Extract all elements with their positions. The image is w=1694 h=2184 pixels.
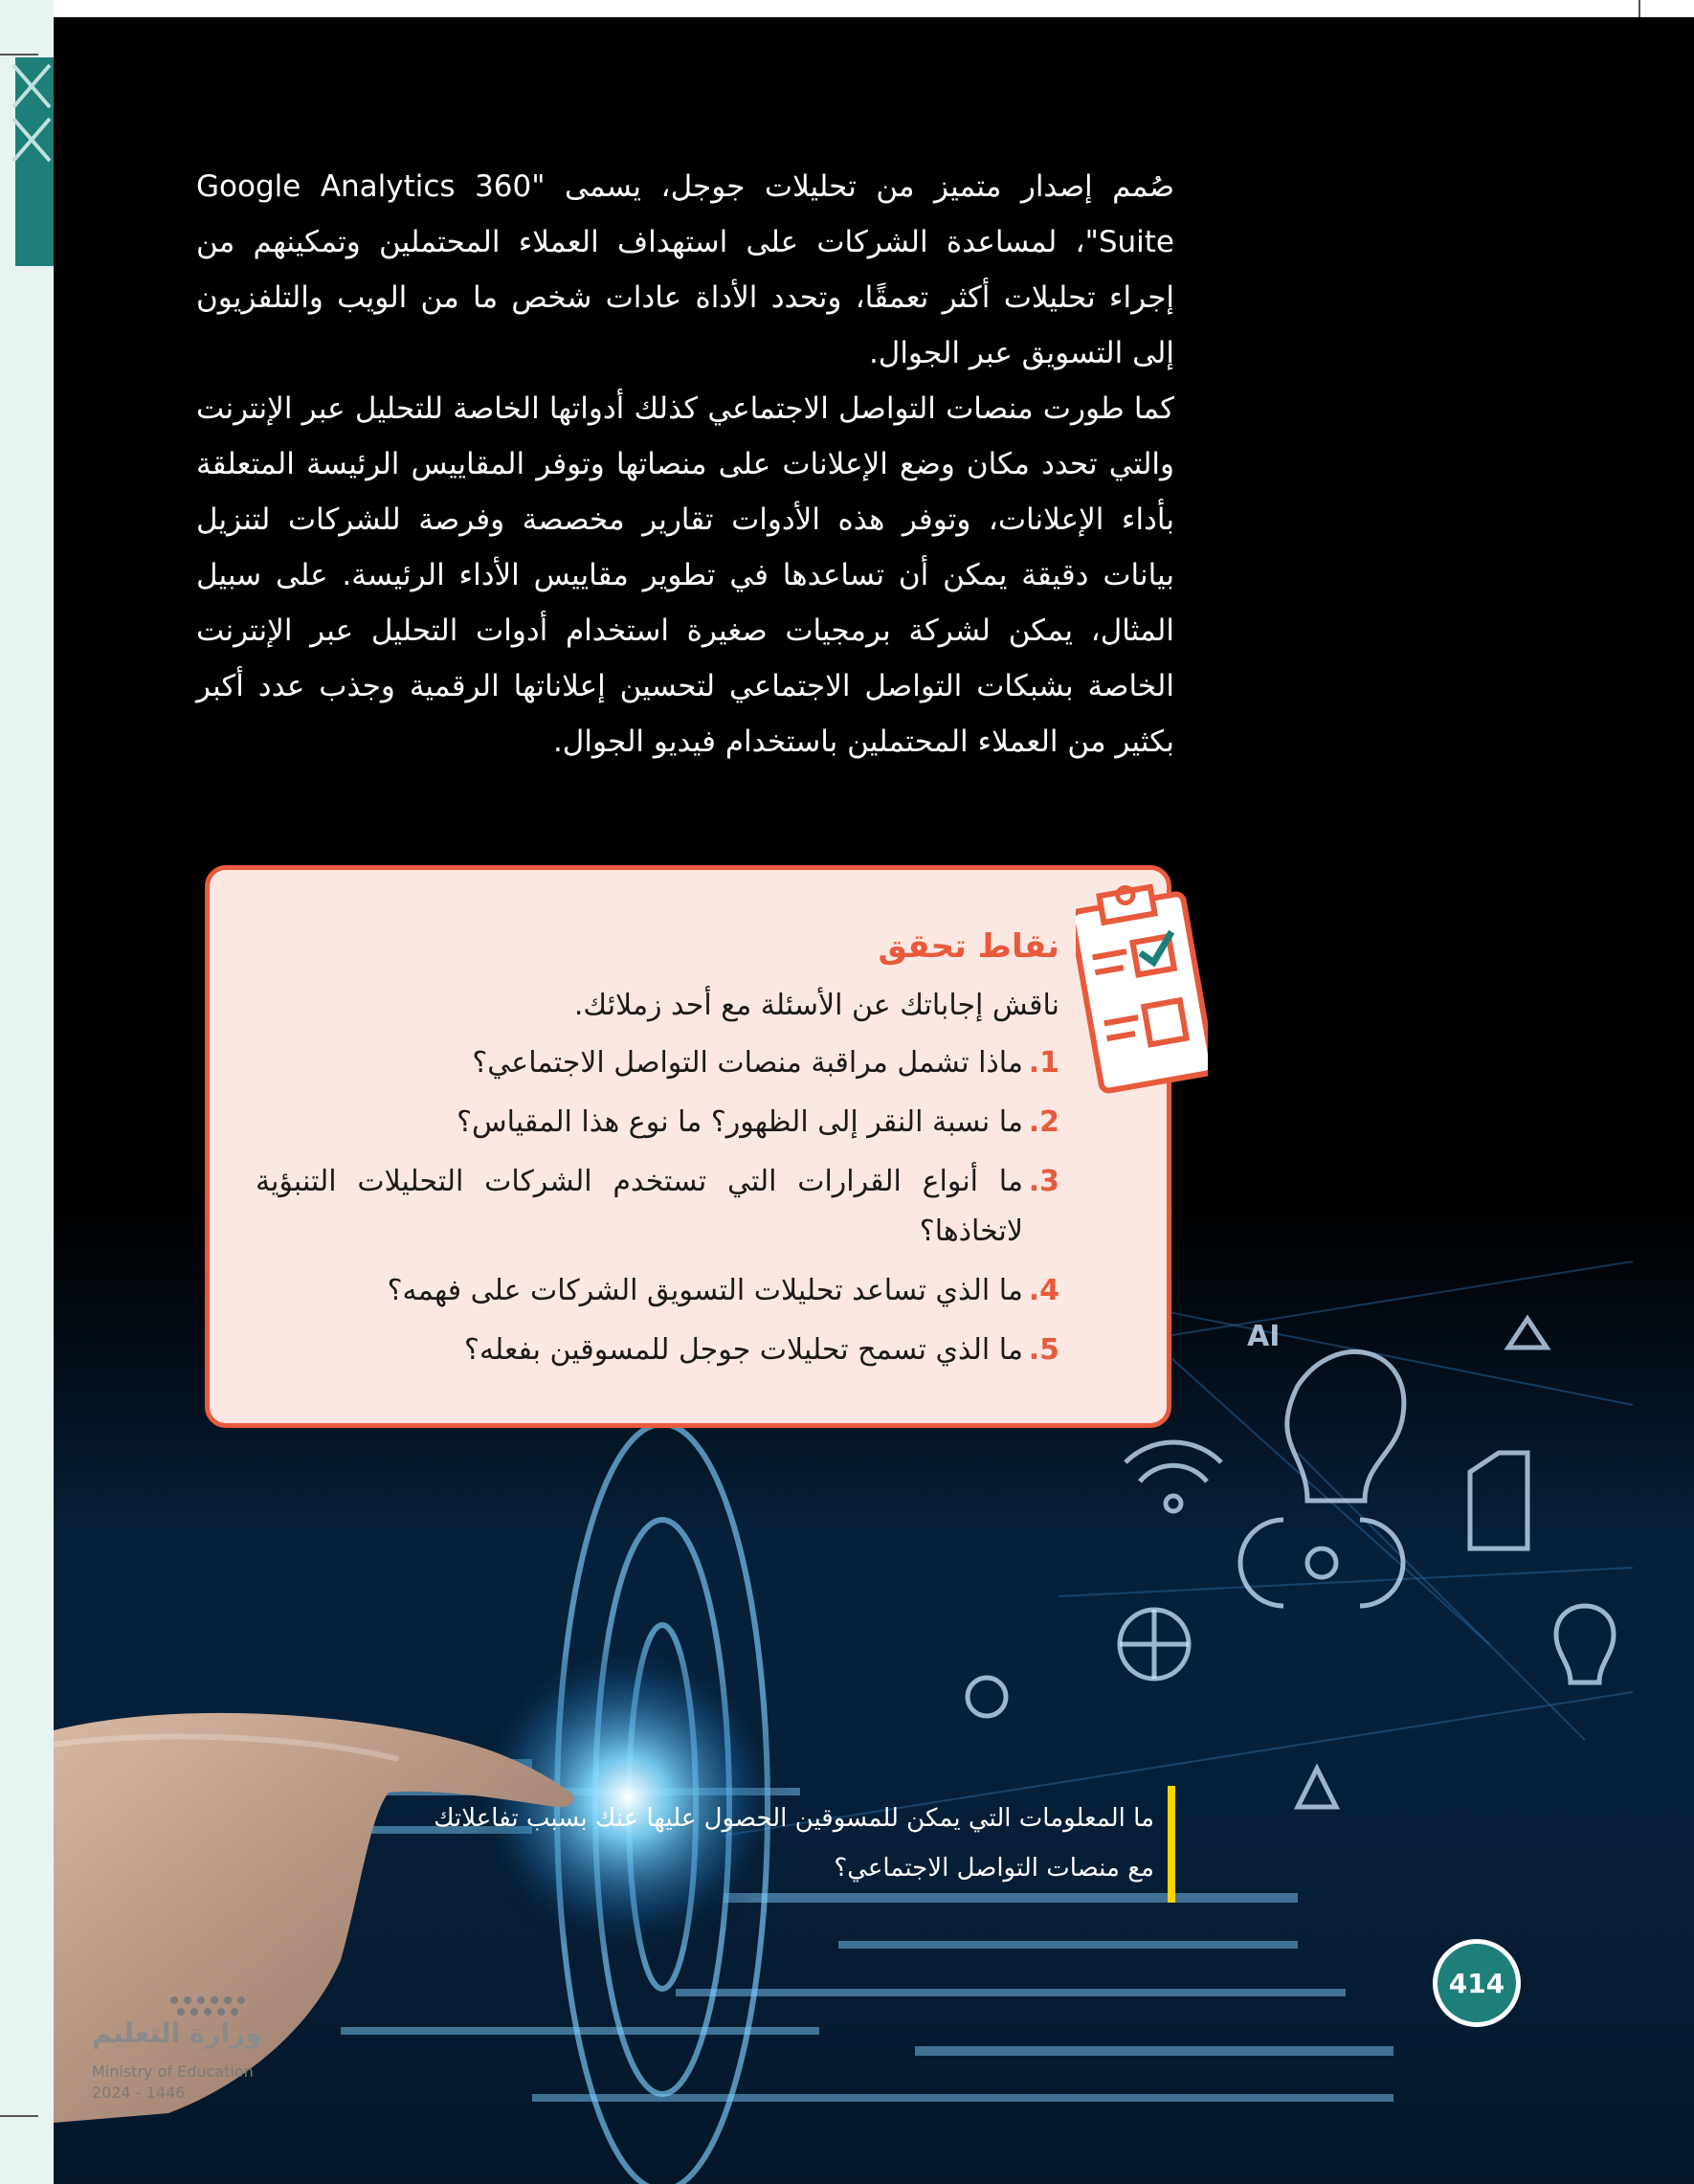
question-number: 5. <box>1028 1333 1059 1367</box>
left-margin-strip <box>0 0 54 2184</box>
caption-accent-bar <box>1168 1786 1175 1903</box>
paragraph-2: كما طورت منصات التواصل الاجتماعي كذلك أدواتها الخاصة للتحليل عبر الإنترنت والتي تحدد مكان وضع الإعلانات على منصاتها وتوفر المقاييس الرئيسة المتعلقة بأداء الإعلانات، وتوفر هذه الأدوات تقارير مخصصة وفرصة للشركات لتنزيل بيانات دقيقة يمكن أن تساعدها في تطوير مقاييس الأداء الرئيسة. على سبيل المثال، يمكن لشركة برمجيات صغيرة استخدام أدوات التحليل عبر الإنترنت الخاصة بشبكات التواصل الاجتماعي لتحسين إعلاناتها الرقمية وجذب عدد أكبر بكثير من العملاء المحتملين باستخدام فيديو الجوال. <box>196 391 1174 759</box>
page-number: 414 <box>1433 1939 1521 2027</box>
question-item <box>256 1157 1059 1257</box>
caption-line-1: ما المعلومات التي يمكن للمسوقين الحصول عليها عنك بسبب تفاعلاتك <box>434 1804 1154 1833</box>
ministry-year: 2024 - 1446 <box>92 2084 186 2102</box>
question-text: ماذا تشمل مراقبة منصات التواصل الاجتماعي؟ <box>472 1046 1023 1080</box>
question-item <box>256 1038 1059 1088</box>
crop-mark <box>0 54 38 56</box>
ministry-name-en: Ministry of Education <box>92 2062 254 2081</box>
question-number: 1. <box>1028 1046 1059 1080</box>
paragraph-1: صُمم إصدار متميز من تحليلات جوجل، يسمى "Google Analytics 360 Suite"، لمساعدة الشركات على استهداف العملاء المحتملين وتمكينهم من إجراء تحليلات أكثر تعمقًا، وتحدد الأداة عادات شخص ما من الويب والتلفزيون إلى التسويق عبر الجوال. <box>196 169 1175 370</box>
ministry-logo <box>92 1991 322 2134</box>
ministry-emblem-icon <box>165 1991 299 2019</box>
question-text: ما أنواع القرارات التي تستخدم الشركات التحليلات التنبؤية لاتخاذها؟ <box>256 1165 1023 1248</box>
question-number: 4. <box>1028 1274 1059 1307</box>
question-item <box>256 1326 1059 1375</box>
question-number: 2. <box>1028 1105 1059 1139</box>
decorative-pattern <box>10 57 54 172</box>
caption-text <box>434 1794 1154 1893</box>
image-caption <box>304 1786 1175 1903</box>
ministry-name-ar: وزارة التعليم <box>92 2017 262 2049</box>
ai-label: AI <box>1247 1320 1281 1353</box>
checkpoint-intro: ناقش إجاباتك عن الأسئلة مع أحد زملائك. <box>573 989 1059 1022</box>
question-number: 3. <box>1028 1165 1059 1198</box>
question-item <box>256 1098 1059 1148</box>
question-text: ما الذي تسمح تحليلات جوجل للمسوقين بفعله؟ <box>464 1333 1023 1367</box>
question-item <box>256 1266 1059 1316</box>
question-list <box>256 1038 1059 1385</box>
checkpoint-box <box>205 865 1171 1428</box>
checkpoint-title: نقاط تحقق <box>878 927 1059 966</box>
question-text: ما نسبة النقر إلى الظهور؟ ما نوع هذا المقياس؟ <box>457 1105 1023 1139</box>
crop-mark <box>0 2115 38 2117</box>
ministry-text <box>92 2061 254 2104</box>
checklist-clipboard-icon <box>1076 873 1208 1104</box>
question-text: ما الذي تساعد تحليلات التسويق الشركات على فهمه؟ <box>387 1274 1023 1307</box>
caption-line-2: مع منصات التواصل الاجتماعي؟ <box>834 1854 1154 1883</box>
